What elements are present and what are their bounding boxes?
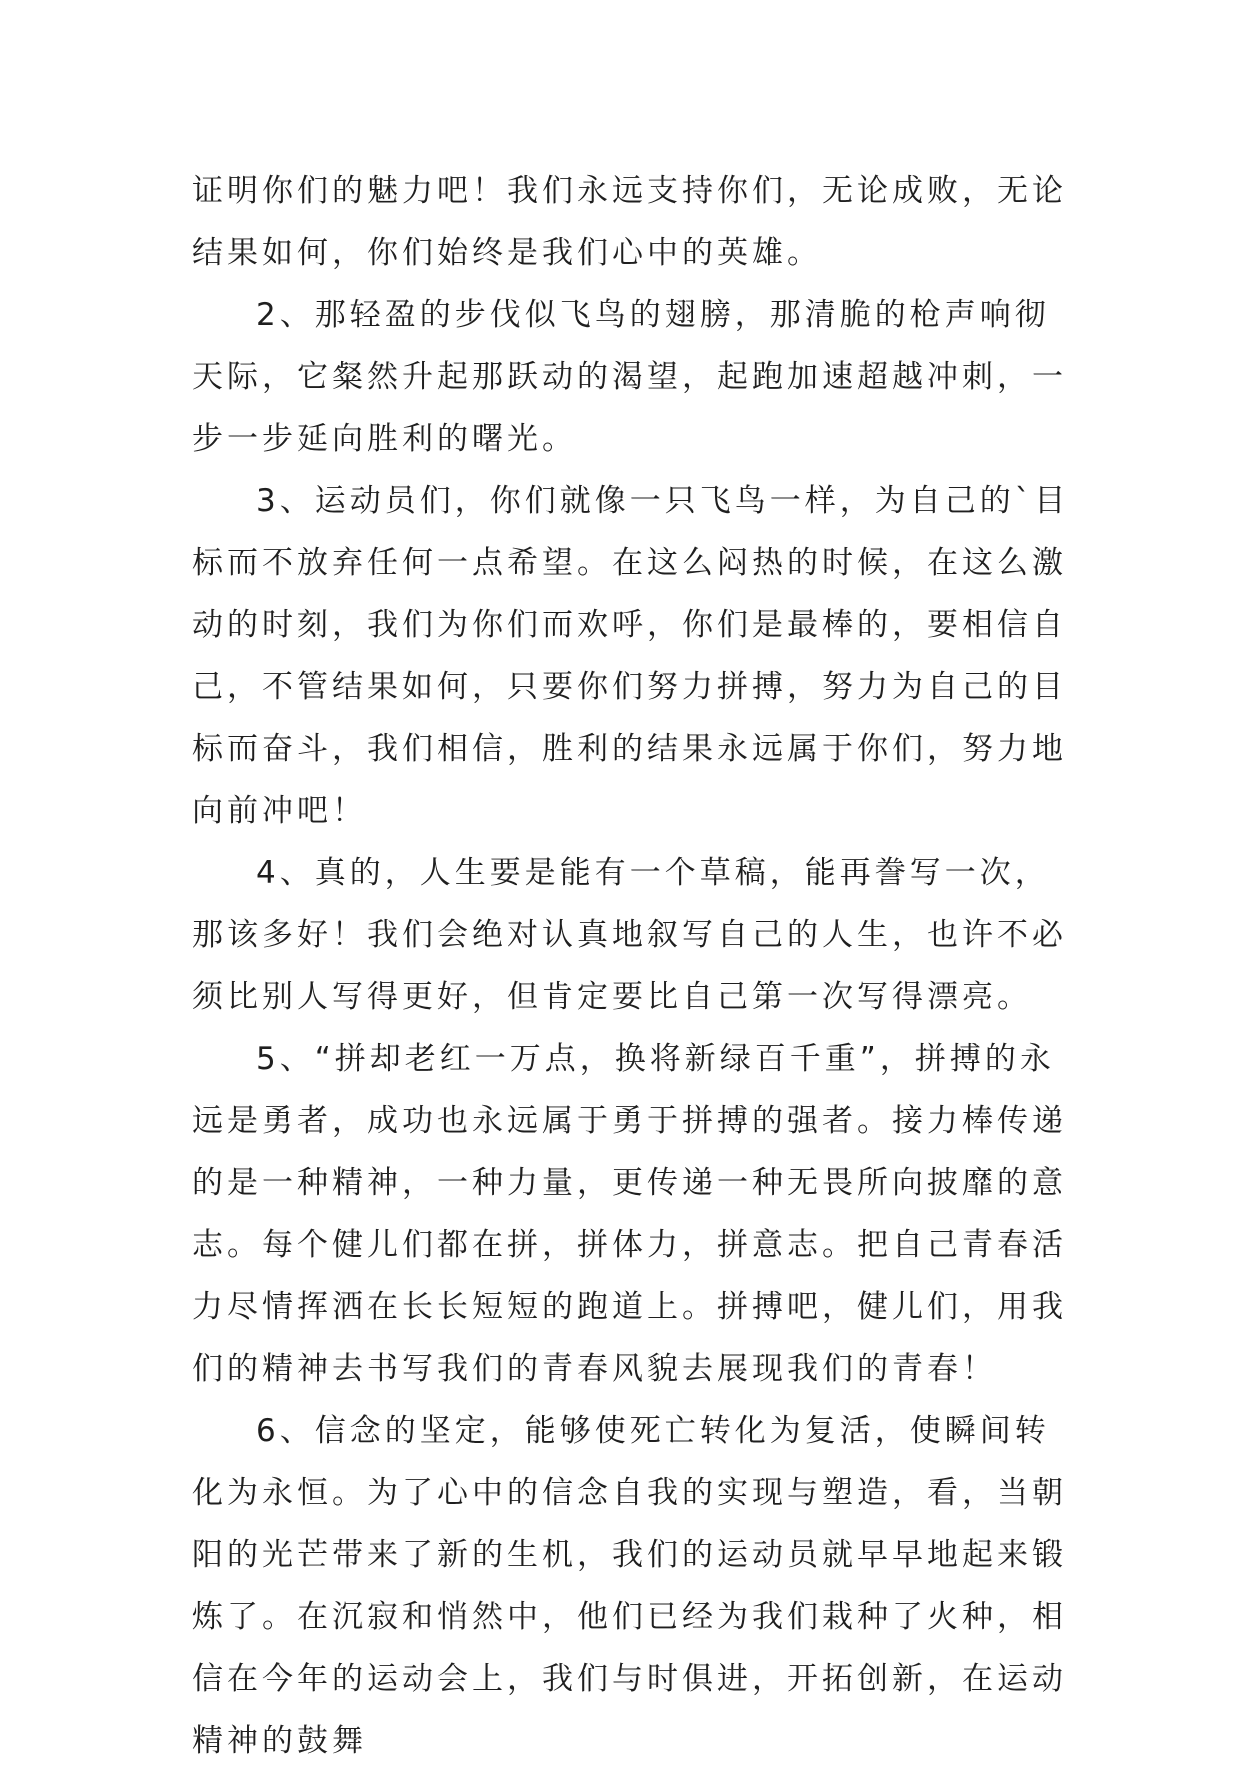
paragraph-3: 3、运动员们，你们就像一只飞鸟一样，为自己的`目标而不放弃任何一点希望。在这么闷热的时候，在这么激动的时刻，我们为你们而欢呼，你们是最棒的，要相信自己，不管结果如何，只要你们努力拼搏，努力为自己的目标而奋斗，我们相信，胜利的结果永远属于你们，努力地向前冲吧！: [192, 483, 1070, 829]
paragraph-5: 5、“拼却老红一万点，换将新绿百千重”，拼搏的永远是勇者，成功也永远属于勇于拼搏的强者。接力棒传递的是一种精神，一种力量，更传递一种无畏所向披靡的意志。每个健儿们都在拼，拼体力，拼意志。把自己青春活力尽情挥洒在长长短短的跑道上。拼搏吧，健儿们，用我们的精神去书写我们的青春风貌去展现我们的青春！: [192, 1041, 1067, 1387]
document-body: [192, 160, 1072, 1772]
paragraph-4: 4、真的，人生要是能有一个草稿，能再誊写一次，那该多好！我们会绝对认真地叙写自己的人生，也许不必须比别人写得更好，但肯定要比自己第一次写得漂亮。: [192, 855, 1067, 1015]
paragraph-2: 2、那轻盈的步伐似飞鸟的翅膀，那清脆的枪声响彻天际，它粲然升起那跃动的渴望，起跑加速超越冲刺，一步一步延向胜利的曙光。: [192, 297, 1067, 457]
paragraph-1: 证明你们的魅力吧！我们永远支持你们，无论成败，无论结果如何，你们始终是我们心中的英雄。: [192, 173, 1067, 271]
paragraph-6: 6、信念的坚定，能够使死亡转化为复活，使瞬间转化为永恒。为了心中的信念自我的实现与塑造，看，当朝阳的光芒带来了新的生机，我们的运动员就早早地起来锻炼了。在沉寂和悄然中，他们已经为我们栽种了火种，相信在今年的运动会上，我们与时俱进，开拓创新，在运动精神的鼓舞: [192, 1413, 1067, 1759]
